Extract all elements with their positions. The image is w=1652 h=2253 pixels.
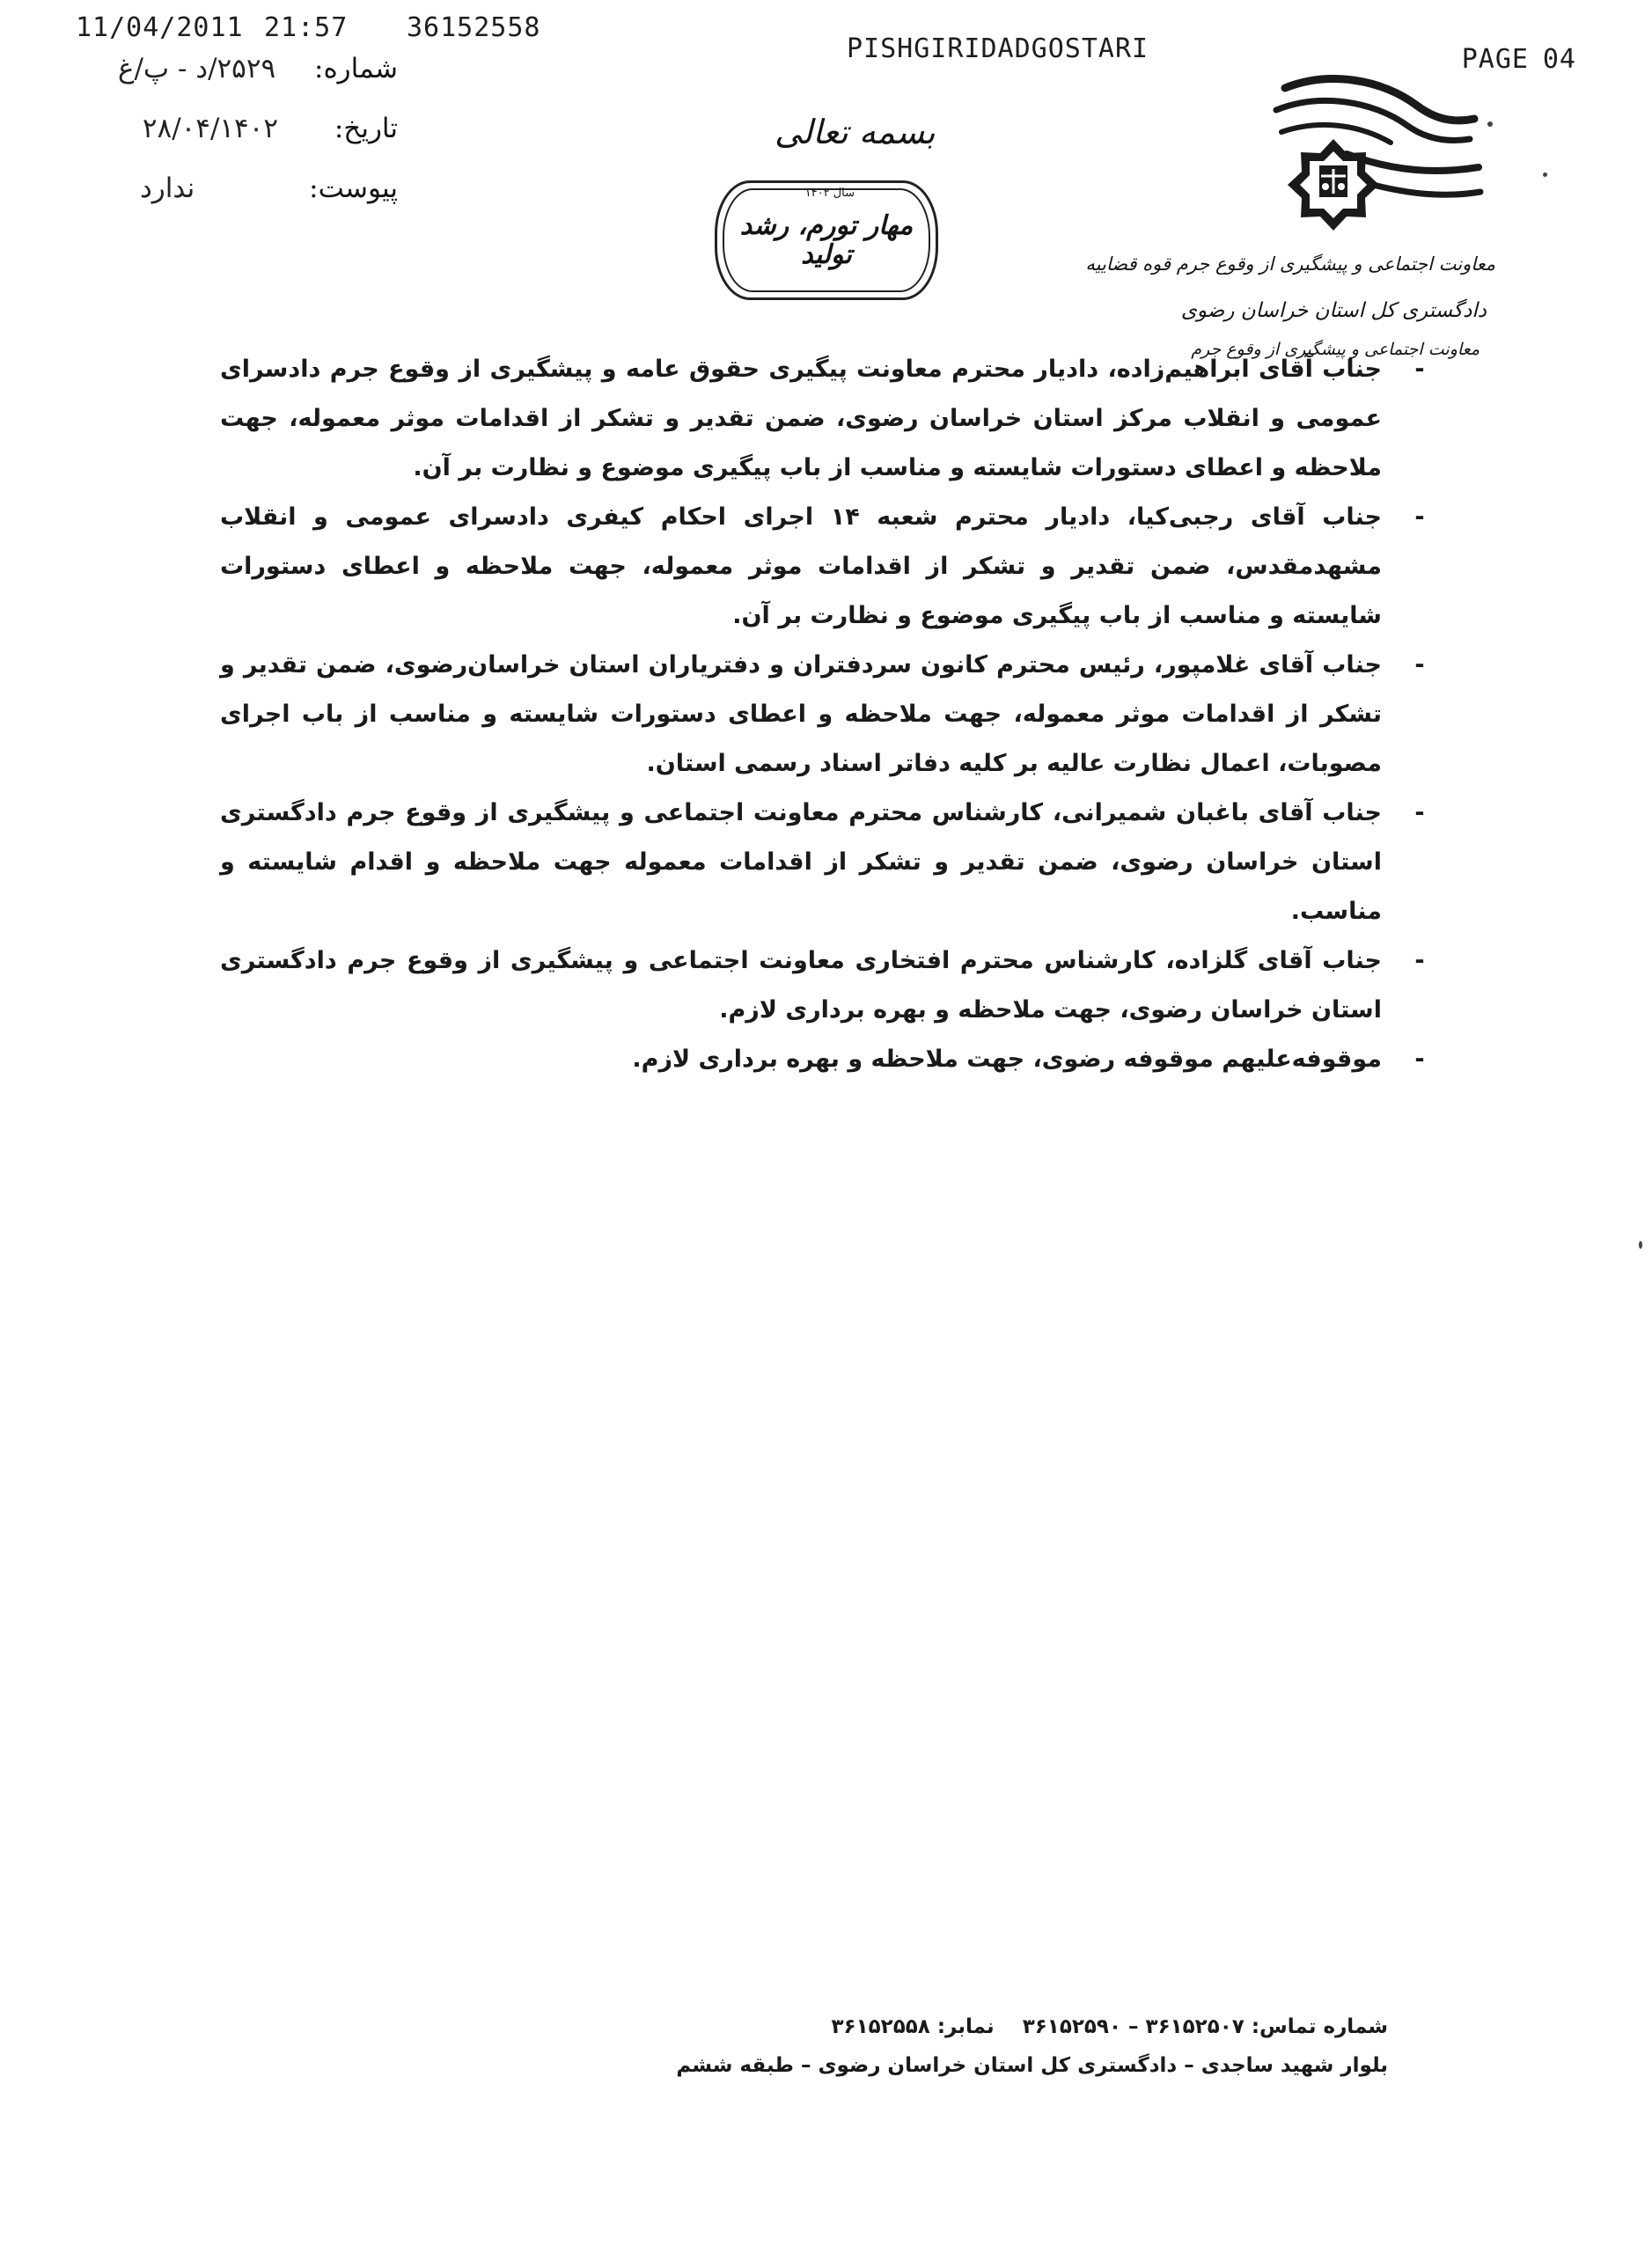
list-bullet: - bbox=[1414, 651, 1425, 679]
recipient-text: جناب آقای رجبی‌کیا، دادیار محترم شعبه ۱۴ اجرای احکام کیفری دادسرای عمومی و انقلاب مشهدمقدس، ضمن تقدیر و تشکر از اقدامات موثر معموله، جهت ملاحظه و اعطای دستورات شایسته و مناسب از باب پیگیری موضوع و نظارت بر آن. bbox=[220, 503, 1382, 629]
footer-phone-label: شماره تماس: bbox=[1251, 2015, 1388, 2038]
fax-number: 36152558 bbox=[407, 12, 541, 43]
org-line-2: دادگستری کل استان خراسان رضوی bbox=[1180, 299, 1487, 322]
org-line-1: معاونت اجتماعی و پیشگیری از وقوع جرم قوه قضاییه bbox=[1085, 253, 1495, 275]
letter-date-value: ۲۸/۰۴/۱۴۰۲ bbox=[142, 113, 278, 144]
recipient-item bbox=[220, 493, 1435, 641]
letter-number-value: ۲۵۲۹/د - پ/غ bbox=[117, 53, 276, 84]
letter-attachment-label: پیوست: bbox=[309, 172, 398, 204]
fax-sender: PISHGIRIDADGOSTARI bbox=[847, 33, 1149, 64]
org-line-3: معاونت اجتماعی و پیشگیری از وقوع جرم bbox=[1191, 340, 1479, 359]
motto-year-label: سال ۱۴۰۲ bbox=[804, 187, 855, 200]
scan-speck bbox=[1639, 1241, 1642, 1249]
list-bullet: - bbox=[1414, 503, 1425, 531]
recipient-text: جناب آقای باغبان شمیرانی، کارشناس محترم معاونت اجتماعی و پیشگیری از وقوع جرم دادگستری استان خراسان رضوی، ضمن تقدیر و تشکر از اقدامات معموله جهت ملاحظه و اقدام شایسته و مناسب. bbox=[220, 799, 1382, 925]
footer-fax-label: نمابر: bbox=[936, 2015, 995, 2038]
letter-number-label: شماره: bbox=[314, 53, 398, 84]
footer-address: بلوار شهید ساجدی – دادگستری کل استان خراسان رضوی – طبقه ششم bbox=[676, 2054, 1388, 2077]
recipient-item bbox=[220, 1035, 1435, 1084]
recipients-list bbox=[220, 345, 1435, 1084]
recipient-item bbox=[220, 641, 1435, 789]
fax-page-number: 04 bbox=[1542, 44, 1576, 75]
recipient-item bbox=[220, 936, 1435, 1035]
scan-speck bbox=[1543, 172, 1547, 177]
recipient-text: جناب آقای غلامپور، رئیس محترم کانون سردفتران و دفتریاران استان خراسان‌رضوی، ضمن تقدیر و تشکر از اقدامات موثر معموله، جهت ملاحظه و اعطای دستورات شایسته و مناسب از باب اجرای مصوبات، اعمال نظارت عالیه بر کلیه دفاتر اسناد رسمی استان. bbox=[220, 651, 1382, 777]
letter-attachment-row bbox=[134, 172, 398, 204]
letter-date-row bbox=[134, 113, 398, 144]
letter-attachment-value: ندارد bbox=[139, 172, 195, 204]
recipient-text: موقوفه‌علیهم موقوفه رضوی، جهت ملاحظه و بهره برداری لازم. bbox=[632, 1046, 1382, 1073]
motto-text: مهار تورم، رشد تولید bbox=[739, 210, 914, 270]
year-motto-frame bbox=[715, 180, 938, 300]
list-bullet: - bbox=[1414, 1046, 1425, 1073]
letter-number-row bbox=[117, 53, 398, 84]
bismillah-heading: بسمه تعالی bbox=[775, 113, 936, 151]
footer-phones: ۳۶۱۵۲۵۰۷ – ۳۶۱۵۲۵۹۰ bbox=[1022, 2015, 1245, 2038]
recipient-text: جناب آقای گلزاده، کارشناس محترم افتخاری معاونت اجتماعی و پیشگیری از وقوع جرم دادگستری استان خراسان رضوی، جهت ملاحظه و بهره برداری لازم. bbox=[220, 947, 1382, 1024]
list-bullet: - bbox=[1414, 356, 1425, 383]
scan-speck bbox=[1487, 121, 1493, 127]
list-bullet: - bbox=[1414, 947, 1425, 974]
fax-date: 11/04/2011 bbox=[76, 12, 244, 43]
footer-contacts bbox=[236, 2015, 1388, 2038]
list-bullet: - bbox=[1414, 799, 1425, 826]
letter-footer bbox=[236, 2015, 1388, 2077]
recipient-item bbox=[220, 789, 1435, 936]
fax-page-label: PAGE bbox=[1461, 44, 1529, 75]
recipient-text: جناب آقای ابراهیم‌زاده، دادیار محترم معاونت پیگیری حقوق عامه و پیشگیری از وقوع جرم دادسرای عمومی و انقلاب مرکز استان خراسان رضوی، ضمن تقدیر و تشکر از اقدامات موثر معموله، جهت ملاحظه و اعطای دستورات شایسته و مناسب از باب پیگیری موضوع و نظارت بر آن. bbox=[220, 356, 1382, 481]
fax-time: 21:57 bbox=[264, 12, 349, 43]
recipient-item bbox=[220, 345, 1435, 493]
footer-fax: ۳۶۱۵۲۵۵۸ bbox=[831, 2015, 930, 2038]
letter-date-label: تاریخ: bbox=[334, 113, 398, 144]
